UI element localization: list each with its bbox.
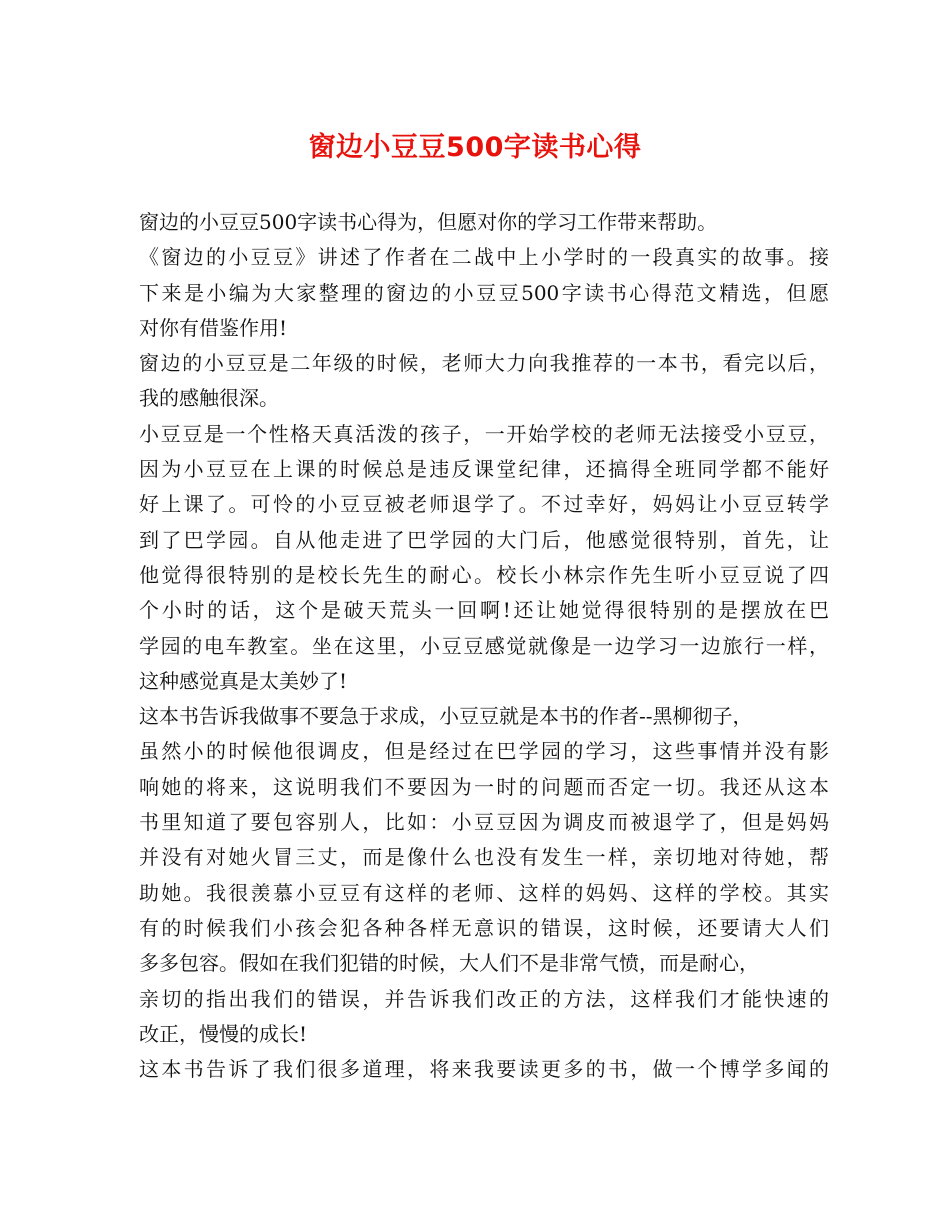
text-line: 《窗边的小豆豆》讲述了作者在二战中上小学时的一段真实的故事。接 [139, 245, 829, 270]
text-line: 我的感触很深。 [139, 386, 279, 411]
text-line: 对你有借鉴作用! [139, 315, 288, 340]
text-line: 学园的电车教室。坐在这里，小豆豆感觉就像是一边学习一边旅行一样， [139, 633, 829, 658]
document-title: 窗边小豆豆500字读书心得 [308, 132, 642, 163]
document-body [139, 205, 829, 1087]
text-line: 并没有对她火冒三丈，而是像什么也没有发生一样，亲切地对待她，帮 [139, 845, 829, 870]
text-line: 书里知道了要包容别人，比如：小豆豆因为调皮而被退学了，但是妈妈 [139, 810, 829, 835]
text-line: 改正，慢慢的成长! [139, 1021, 308, 1046]
text-line: 这种感觉真是太美妙了! [139, 668, 348, 693]
text-line: 下来是小编为大家整理的窗边的小豆豆500字读书心得范文精选，但愿 [139, 280, 829, 305]
text-line: 多多包容。假如在我们犯错的时候，大人们不是非常气愤，而是耐心， [139, 951, 759, 976]
text-line: 这本书告诉了我们很多道理，将来我要读更多的书，做一个博学多闻的 [139, 1057, 829, 1082]
text-line: 他觉得很特别的是校长先生的耐心。校长小林宗作先生听小豆豆说了四 [139, 562, 829, 587]
text-line: 小豆豆是一个性格天真活泼的孩子，一开始学校的老师无法接受小豆豆， [139, 421, 829, 446]
text-line: 因为小豆豆在上课的时候总是违反课堂纪律，还搞得全班同学都不能好 [139, 457, 829, 482]
text-line: 好上课了。可怜的小豆豆被老师退学了。不过幸好，妈妈让小豆豆转学 [139, 492, 829, 517]
text-line: 个小时的话，这个是破天荒头一回啊!还让她觉得很特别的是摆放在巴 [139, 598, 829, 623]
text-line: 亲切的指出我们的错误，并告诉我们改正的方法，这样我们才能快速的 [139, 986, 829, 1011]
text-line: 这本书告诉我做事不要急于求成，小豆豆就是本书的作者--黑柳彻子， [139, 704, 753, 729]
text-line: 到了巴学园。自从他走进了巴学园的大门后，他感觉很特别，首先，让 [139, 527, 829, 552]
text-line: 窗边的小豆豆500字读书心得为，但愿对你的学习工作带来帮助。 [139, 210, 718, 234]
text-line: 有的时候我们小孩会犯各种各样无意识的错误，这时候，还要请大人们 [139, 915, 829, 940]
text-line: 窗边的小豆豆是二年级的时候，老师大力向我推荐的一本书，看完以后， [139, 351, 829, 376]
text-line: 助她。我很羡慕小豆豆有这样的老师、这样的妈妈、这样的学校。其实 [139, 880, 829, 905]
text-line: 响她的将来，这说明我们不要因为一时的问题而否定一切。我还从这本 [139, 774, 829, 799]
text-line: 虽然小的时候他很调皮，但是经过在巴学园的学习，这些事情并没有影 [139, 739, 829, 764]
